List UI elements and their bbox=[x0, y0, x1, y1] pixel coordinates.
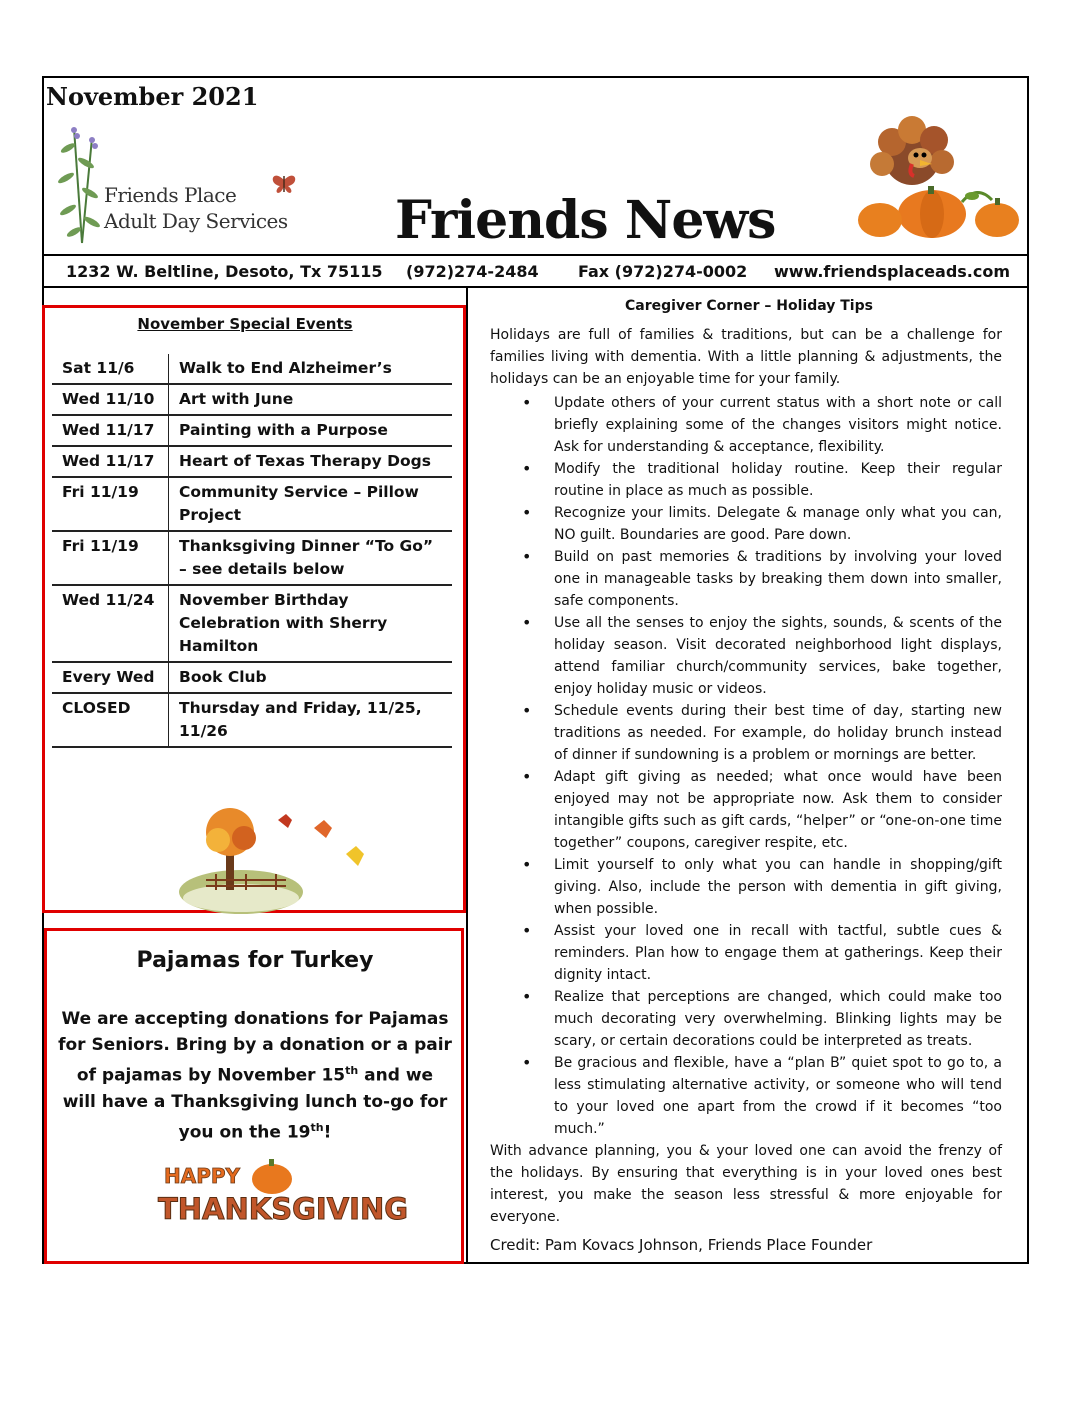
pajamas-body-part3: ! bbox=[323, 1122, 332, 1143]
event-date: Wed 11/10 bbox=[52, 384, 169, 415]
pumpkin-icon bbox=[858, 186, 1019, 238]
event-row bbox=[52, 384, 452, 415]
small-pumpkin-icon bbox=[252, 1159, 292, 1194]
caregiver-tip: • Update others of your current status with a short note or call briefly explaining some of the changes visitors might notice. Ask for understanding & acceptance, flexibility. bbox=[490, 392, 1002, 458]
issue-month: November 2021 bbox=[46, 82, 259, 111]
event-description: Heart of Texas Therapy Dogs bbox=[169, 446, 453, 477]
caregiver-tip: • Adapt gift giving as needed; what once would have been enjoyed may not be appropriate now. Ask them to consider intangible gifts such as gift cards, “helper” or “one-on-one time together” coupons, caregiver respite, etc. bbox=[490, 766, 1002, 854]
event-row bbox=[52, 477, 452, 531]
lavender-sprig-icon bbox=[57, 127, 102, 243]
pajamas-body bbox=[58, 1006, 452, 1145]
caregiver-tip: • Assist your loved one in recall with tactful, subtle cues & reminders. Plan how to engage them at gatherings. Keep their dignity intact. bbox=[490, 920, 1002, 986]
column-divider bbox=[466, 286, 468, 1264]
event-description: November Birthday Celebration with Sherry Hamilton bbox=[169, 585, 453, 662]
caregiver-tips-list bbox=[490, 392, 1002, 1140]
caregiver-tip: • Be gracious and flexible, have a “plan B” quiet spot to go to, a less stimulating alternative activity, or someone who will tend to your loved one apart from the crowd if it becomes “too much.” bbox=[490, 1052, 1002, 1140]
event-date: Wed 11/17 bbox=[52, 415, 169, 446]
event-description: Painting with a Purpose bbox=[169, 415, 453, 446]
event-description: Book Club bbox=[169, 662, 453, 693]
event-row bbox=[52, 354, 452, 384]
graphic-text-thanksgiving: THANKSGIVING bbox=[158, 1192, 409, 1226]
caregiver-tip: • Recognize your limits. Delegate & manage only what you can, NO guilt. Boundaries are good. Pare down. bbox=[490, 502, 1002, 546]
caregiver-intro: Holidays are full of families & traditions, but can be a challenge for families living with dementia. With a little planning & adjustments, the holidays can be an enjoyable time for your family. bbox=[490, 327, 1002, 387]
event-description: Community Service – Pillow Project bbox=[169, 477, 453, 531]
pajamas-body-part1: We are accepting donations for Pajamas for Seniors. Bring by a donation or a pair of pajamas by November 15 bbox=[58, 1009, 452, 1086]
caregiver-tip: • Schedule events during their best time of day, starting new traditions as needed. For example, do holiday brunch instead of dinner if sundowning is a problem or mornings are better. bbox=[490, 700, 1002, 766]
contact-divider bbox=[42, 286, 1029, 288]
event-row bbox=[52, 585, 452, 662]
event-description: Art with June bbox=[169, 384, 453, 415]
event-date: Fri 11/19 bbox=[52, 531, 169, 585]
event-date: Fri 11/19 bbox=[52, 477, 169, 531]
pajamas-title: Pajamas for Turkey bbox=[136, 948, 374, 973]
fax: Fax (972)274-0002 bbox=[578, 262, 748, 281]
event-date: Wed 11/24 bbox=[52, 585, 169, 662]
event-description: Thursday and Friday, 11/25, 11/26 bbox=[169, 693, 453, 747]
pajamas-sup-2: th bbox=[310, 1120, 324, 1134]
event-description: Thanksgiving Dinner “To Go” – see details below bbox=[169, 531, 453, 585]
event-date: CLOSED bbox=[52, 693, 169, 747]
event-date: Every Wed bbox=[52, 662, 169, 693]
falling-leaf-icon bbox=[278, 814, 364, 866]
caregiver-tip: • Use all the senses to enjoy the sights, sounds, & scents of the holiday season. Visit decorated neighborhood light displays, attend familiar church/community services, bake together, enjoy holiday music or videos. bbox=[490, 612, 1002, 700]
caregiver-tip: • Build on past memories & traditions by involving your loved one in manageable tasks by breaking them down into smaller, safe components. bbox=[490, 546, 1002, 612]
event-row bbox=[52, 415, 452, 446]
caregiver-credit: Credit: Pam Kovacs Johnson, Friends Place Founder bbox=[490, 1236, 873, 1254]
event-date: Wed 11/17 bbox=[52, 446, 169, 477]
event-row bbox=[52, 446, 452, 477]
caregiver-tip: • Realize that perceptions are changed, which could make too much decorating very overwhelming. Blinking lights may be scary, or certain decorations could be interpreted as treats. bbox=[490, 986, 1002, 1052]
phone: (972)274-2484 bbox=[406, 262, 539, 281]
happy-thanksgiving-graphic bbox=[152, 1155, 409, 1235]
events-heading: November Special Events bbox=[137, 315, 353, 333]
logo-line-1: Friends Place bbox=[104, 183, 237, 207]
autumn-tree-illustration bbox=[186, 800, 366, 920]
pajamas-body-part2: and we will have a Thanksgiving lunch to-go for you on the 19 bbox=[62, 1065, 448, 1143]
event-row bbox=[52, 693, 452, 747]
address: 1232 W. Beltline, Desoto, Tx 75115 bbox=[66, 262, 383, 281]
newsletter-title: Friends News bbox=[395, 190, 776, 251]
caregiver-title: Caregiver Corner – Holiday Tips bbox=[625, 298, 873, 314]
events-table bbox=[52, 354, 452, 748]
caregiver-tip: • Modify the traditional holiday routine. Keep their regular routine in place as much as possible. bbox=[490, 458, 1002, 502]
caregiver-outro: With advance planning, you & your loved one can avoid the frenzy of the holidays. By ensuring that everything is in your loved ones best interest, you make the season less stressful & more enjoyable for everyone. bbox=[490, 1143, 1002, 1225]
graphic-text-happy: HAPPY bbox=[164, 1164, 241, 1188]
caregiver-tip: • Limit yourself to only what you can handle in shopping/gift giving. Also, include the person with dementia in gift giving, when possible. bbox=[490, 854, 1002, 920]
event-date: Sat 11/6 bbox=[52, 354, 169, 384]
logo-text bbox=[104, 182, 288, 234]
pajamas-sup-1: th bbox=[345, 1064, 359, 1077]
turkey-pumpkin-illustration bbox=[852, 112, 1022, 242]
header-divider bbox=[42, 254, 1029, 256]
event-description: Walk to End Alzheimer’s bbox=[169, 354, 453, 384]
event-row bbox=[52, 662, 452, 693]
logo-line-2: Adult Day Services bbox=[104, 209, 288, 233]
website-link[interactable]: www.friendsplaceads.com bbox=[774, 262, 1011, 281]
event-row bbox=[52, 531, 452, 585]
